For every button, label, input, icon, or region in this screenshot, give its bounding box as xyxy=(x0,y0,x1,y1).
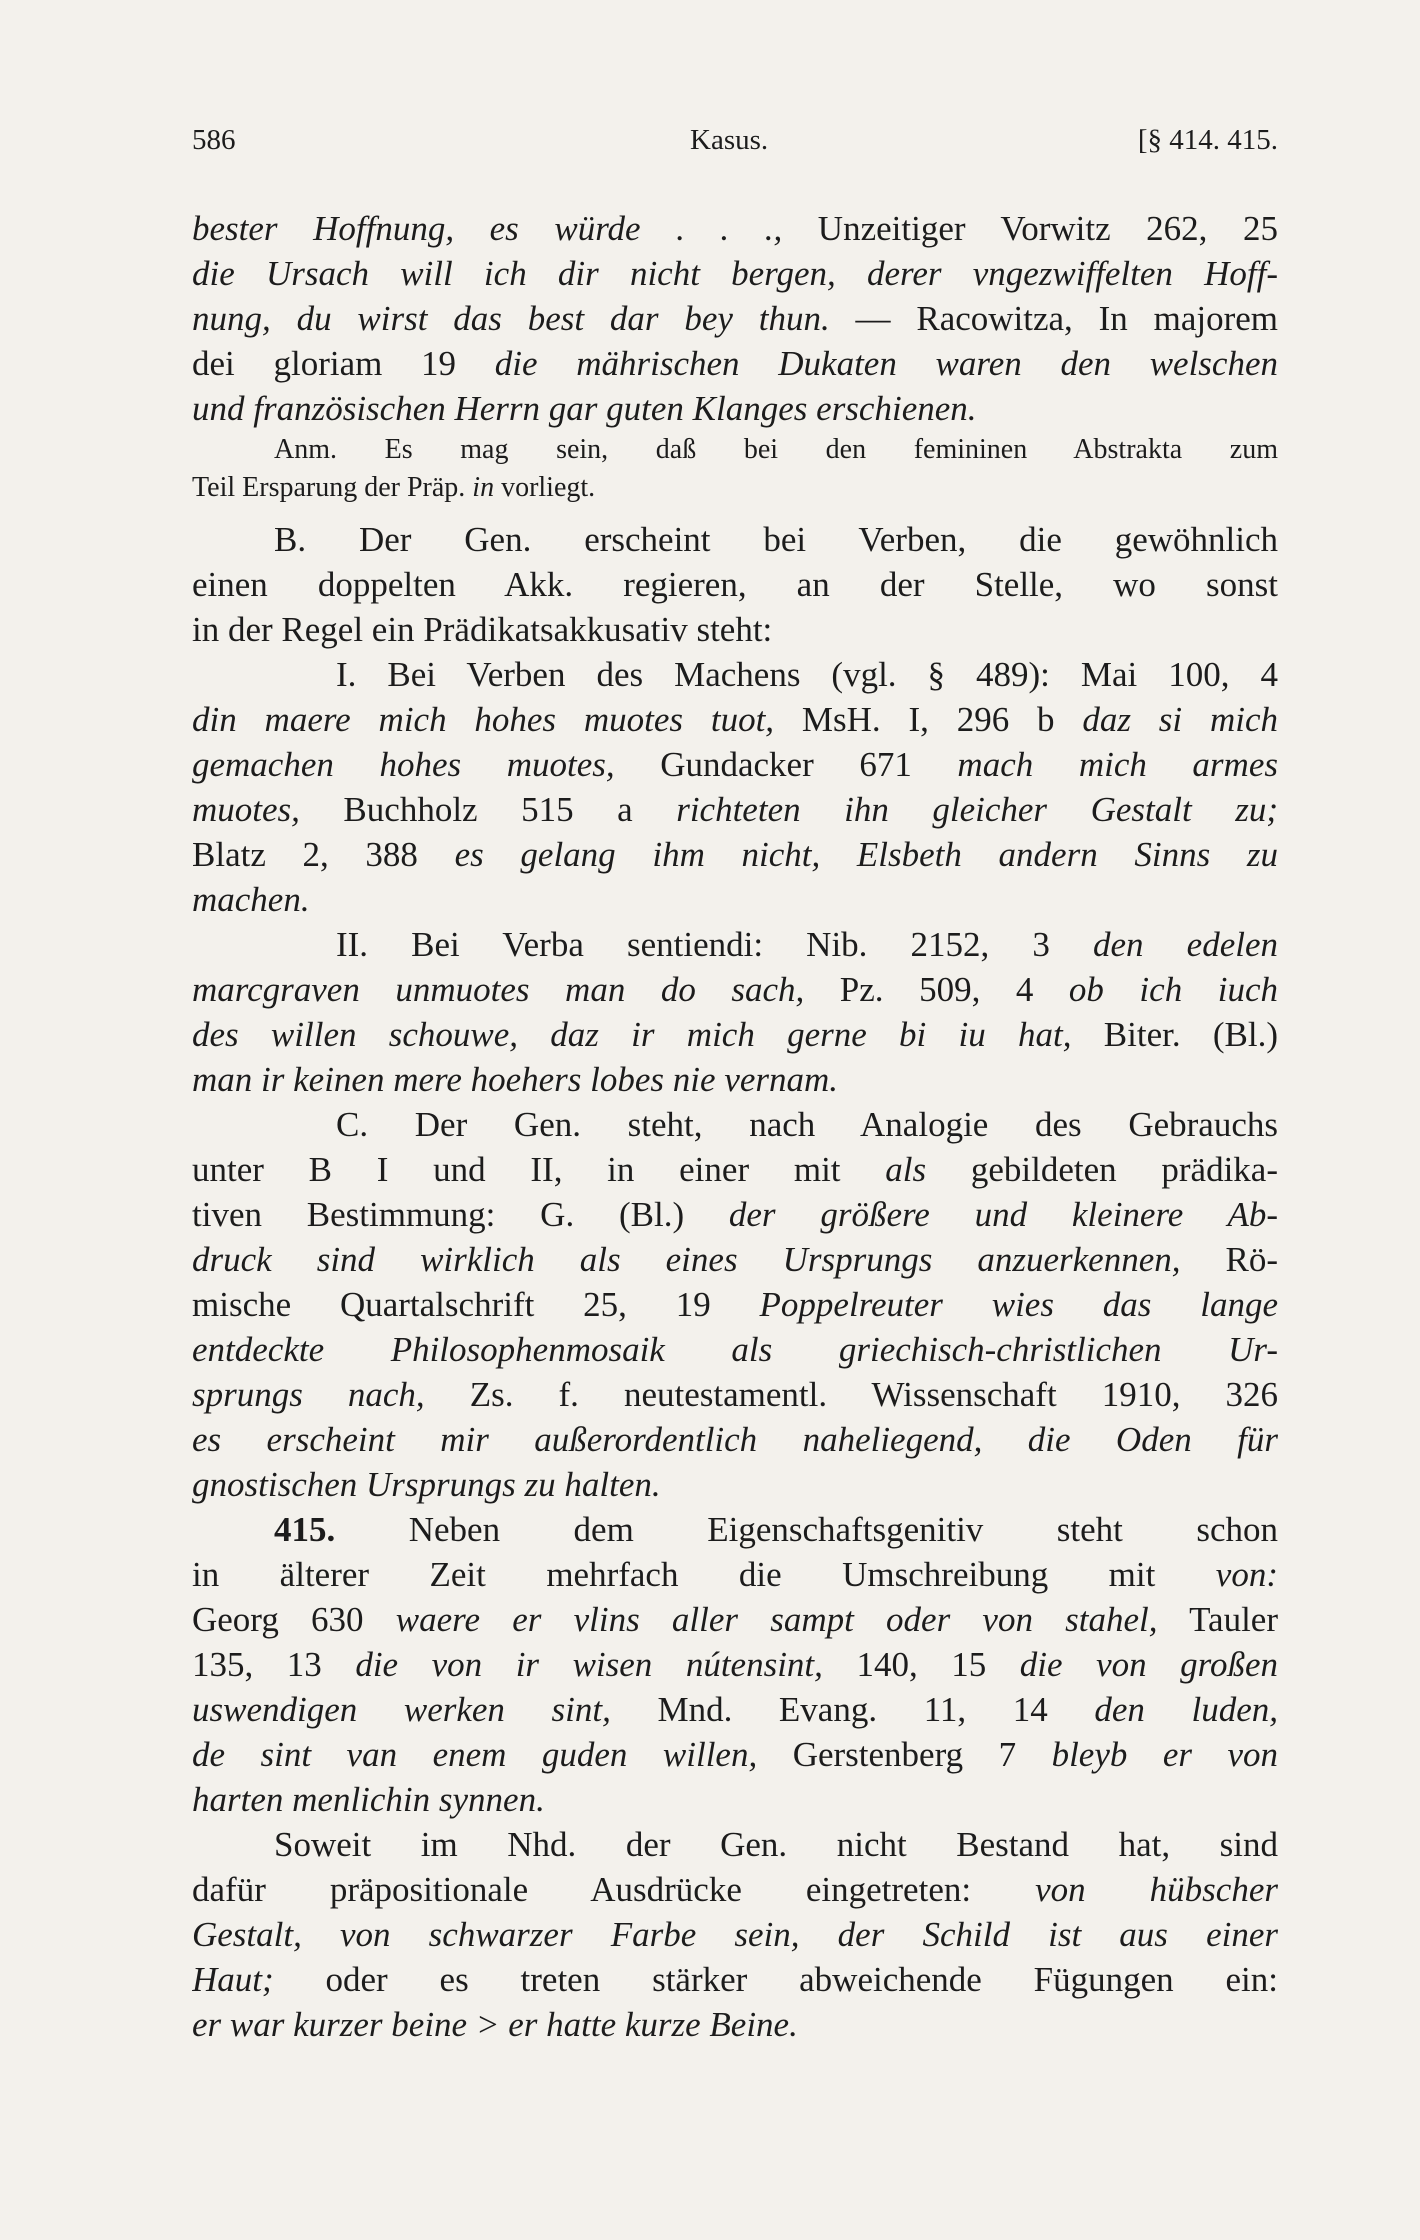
text-line xyxy=(192,1957,1278,2002)
paragraph-section-c xyxy=(192,1102,1278,1507)
italic-segment: von: xyxy=(1215,1555,1278,1594)
paragraph-section-b-ii xyxy=(192,922,1278,1102)
italic-segment: es erscheint mir außerordentlich naheliegend, die Oden für xyxy=(192,1420,1278,1459)
paragraph-continuation xyxy=(192,206,1278,431)
text-segment: Soweit im Nhd. der Gen. nicht Bestand hat, sind xyxy=(274,1825,1278,1864)
italic-segment: bester Hoffnung, es würde . . ., xyxy=(192,209,783,248)
italic-segment: Gestalt, von schwarzer Farbe sein, der Schild ist aus einer xyxy=(192,1915,1278,1954)
text-line xyxy=(192,1912,1278,1957)
text-segment: MsH. I, 296 b xyxy=(774,700,1083,739)
text-segment: in älterer Zeit mehrfach die Umschreibung mit xyxy=(192,1555,1216,1594)
italic-segment: richteten ihn gleicher Gestalt zu; xyxy=(676,790,1278,829)
text-line xyxy=(192,562,1278,607)
italic-segment: ob ich iuch xyxy=(1068,970,1278,1009)
italic-segment: es gelang ihm nicht, Elsbeth andern Sinns zu xyxy=(454,835,1278,874)
text-line xyxy=(192,1687,1278,1732)
text-segment: Pz. 509, 4 xyxy=(804,970,1069,1009)
section-number: 415. xyxy=(274,1510,336,1549)
text-segment: 140, 15 xyxy=(822,1645,1020,1684)
text-line xyxy=(192,832,1278,877)
text-segment: II. Bei Verba sentiendi: Nib. 2152, 3 xyxy=(336,925,1094,964)
text-segment: Unzeitiger Vorwitz 262, 25 xyxy=(782,209,1278,248)
text-segment: — Racowitza, In majorem xyxy=(829,299,1278,338)
text-line xyxy=(192,1552,1278,1597)
text-line xyxy=(192,1417,1278,1462)
text-line xyxy=(192,697,1278,742)
text-line xyxy=(192,386,1278,431)
text-line xyxy=(192,1597,1278,1642)
paragraph-section-415 xyxy=(192,1507,1278,1822)
text-segment: Blatz 2, 388 xyxy=(192,835,455,874)
paragraph-section-b xyxy=(192,517,1278,652)
text-segment: dei gloriam 19 xyxy=(192,344,495,383)
text-segment: Rö- xyxy=(1180,1240,1278,1279)
italic-segment: mach mich armes xyxy=(957,745,1278,784)
text-segment: einen doppelten Akk. regieren, an der Stelle, wo sonst xyxy=(192,565,1278,604)
text-line xyxy=(192,1507,1278,1552)
text-line xyxy=(192,251,1278,296)
text-segment: 135, 13 xyxy=(192,1645,356,1684)
text-line xyxy=(192,1012,1278,1057)
text-line xyxy=(192,877,1278,922)
text-segment: dafür präpositionale Ausdrücke eingetreten: xyxy=(192,1870,1036,1909)
text-line xyxy=(192,607,1278,652)
text-line xyxy=(192,1642,1278,1687)
italic-segment: gemachen hohes muotes, xyxy=(192,745,615,784)
italic-segment: den edelen xyxy=(1093,925,1278,964)
italic-segment: entdeckte Philosophenmosaik als griechisch-christlichen Ur- xyxy=(192,1330,1278,1369)
running-title: Kasus. xyxy=(690,124,769,156)
text-line xyxy=(192,922,1278,967)
italic-segment: marcgraven unmuotes man do sach, xyxy=(192,970,805,1009)
text-line xyxy=(192,431,1278,469)
italic-segment: gnostischen Ursprungs zu halten. xyxy=(192,1465,661,1504)
text-segment: mische Quartalschrift 25, 19 xyxy=(192,1285,760,1324)
text-line xyxy=(192,742,1278,787)
italic-segment: er war kurzer beine > er hatte kurze Beine. xyxy=(192,2005,798,2044)
italic-segment: nung, du wirst das best dar bey thun. xyxy=(192,299,830,338)
text-segment: unter B I und II, in einer mit xyxy=(192,1150,886,1189)
text-line xyxy=(192,341,1278,386)
text-line xyxy=(192,206,1278,251)
italic-segment: in xyxy=(472,472,495,503)
text-line xyxy=(192,1777,1278,1822)
text-segment: Buchholz 515 a xyxy=(299,790,677,829)
italic-segment: die von großen xyxy=(1019,1645,1278,1684)
text-line xyxy=(192,296,1278,341)
text-line xyxy=(192,1057,1278,1102)
text-line xyxy=(192,1732,1278,1777)
text-segment: Zs. f. neutestamentl. Wissenschaft 1910, 326 xyxy=(424,1375,1278,1414)
text-line xyxy=(192,2002,1278,2047)
text-segment: Georg 630 xyxy=(192,1600,396,1639)
text-line xyxy=(192,1147,1278,1192)
paragraph-section-b-i xyxy=(192,652,1278,922)
text-line xyxy=(192,652,1278,697)
italic-segment: die Ursach will ich dir nicht bergen, derer vngezwiffelten Hoff- xyxy=(192,254,1278,293)
text-segment: oder es treten stärker abweichende Fügungen ein: xyxy=(273,1960,1278,1999)
paragraph-anmerkung xyxy=(192,431,1278,507)
text-line xyxy=(192,517,1278,562)
text-line xyxy=(192,1327,1278,1372)
text-segment: C. Der Gen. steht, nach Analogie des Gebrauchs xyxy=(336,1105,1278,1144)
italic-segment: din maere mich hohes muotes tuot, xyxy=(192,700,775,739)
text-segment: Teil Ersparung der Präp. xyxy=(192,472,473,503)
italic-segment: druck sind wirklich als eines Ursprungs anzuerkennen, xyxy=(192,1240,1181,1279)
italic-segment: man ir keinen mere hoehers lobes nie vernam. xyxy=(192,1060,839,1099)
text-segment: I. Bei Verben des Machens (vgl. § 489): Mai 100, 4 xyxy=(336,655,1278,694)
running-header xyxy=(192,124,1278,170)
italic-segment: muotes, xyxy=(192,790,300,829)
italic-segment: sprungs nach, xyxy=(192,1375,425,1414)
page-number: 586 xyxy=(192,124,236,156)
italic-segment: Haut; xyxy=(192,1960,274,1999)
text-segment: in der Regel ein Prädikatsakkusativ steht: xyxy=(192,610,773,649)
italic-segment: daz si mich xyxy=(1082,700,1278,739)
section-reference: [§ 414. 415. xyxy=(1137,124,1278,156)
text-segment: Biter. (Bl.) xyxy=(1071,1015,1278,1054)
text-line xyxy=(192,1192,1278,1237)
italic-segment: de sint van enem guden willen, xyxy=(192,1735,758,1774)
italic-segment: als xyxy=(885,1150,927,1189)
text-line xyxy=(192,1102,1278,1147)
text-segment: Gundacker 671 xyxy=(614,745,958,784)
text-segment: vorliegt. xyxy=(494,472,596,503)
text-segment: Gerstenberg 7 xyxy=(757,1735,1052,1774)
text-line xyxy=(192,787,1278,832)
italic-segment: machen. xyxy=(192,880,310,919)
italic-segment: des willen schouwe, daz ir mich gerne bi iu hat, xyxy=(192,1015,1072,1054)
text-line xyxy=(192,1867,1278,1912)
text-line xyxy=(192,1462,1278,1507)
italic-segment: harten menlichin synnen. xyxy=(192,1780,545,1819)
italic-segment: die von ir wisen nútensint, xyxy=(355,1645,823,1684)
paragraph-section-nhd xyxy=(192,1822,1278,2047)
text-segment: tiven Bestimmung: G. (Bl.) xyxy=(192,1195,729,1234)
text-segment: Tauler xyxy=(1157,1600,1278,1639)
text-segment: gebildeten prädika- xyxy=(926,1150,1278,1189)
text-line xyxy=(192,469,1278,507)
italic-segment: waere er vlins aller sampt oder von stahel, xyxy=(395,1600,1158,1639)
body-text xyxy=(192,206,1278,2047)
italic-segment: der größere und kleinere Ab- xyxy=(728,1195,1278,1234)
text-line xyxy=(192,1282,1278,1327)
text-line xyxy=(192,1822,1278,1867)
text-segment: Neben dem Eigenschaftsgenitiv steht schon xyxy=(335,1510,1278,1549)
text-line xyxy=(192,1237,1278,1282)
text-segment: Mnd. Evang. 11, 14 xyxy=(610,1690,1095,1729)
italic-segment: uswendigen werken sint, xyxy=(192,1690,611,1729)
italic-segment: Poppelreuter wies das lange xyxy=(759,1285,1278,1324)
text-line xyxy=(192,967,1278,1012)
italic-segment: von hübscher xyxy=(1035,1870,1278,1909)
italic-segment: bleyb er von xyxy=(1051,1735,1278,1774)
text-segment: B. Der Gen. erscheint bei Verben, die gewöhnlich xyxy=(274,520,1278,559)
text-line xyxy=(192,1372,1278,1417)
italic-segment: und französischen Herrn gar guten Klanges erschienen. xyxy=(192,389,977,428)
italic-segment: die mährischen Dukaten waren den welschen xyxy=(494,344,1278,383)
italic-segment: den luden, xyxy=(1094,1690,1278,1729)
text-segment: Anm. Es mag sein, daß bei den femininen Abstrakta zum xyxy=(274,434,1278,465)
